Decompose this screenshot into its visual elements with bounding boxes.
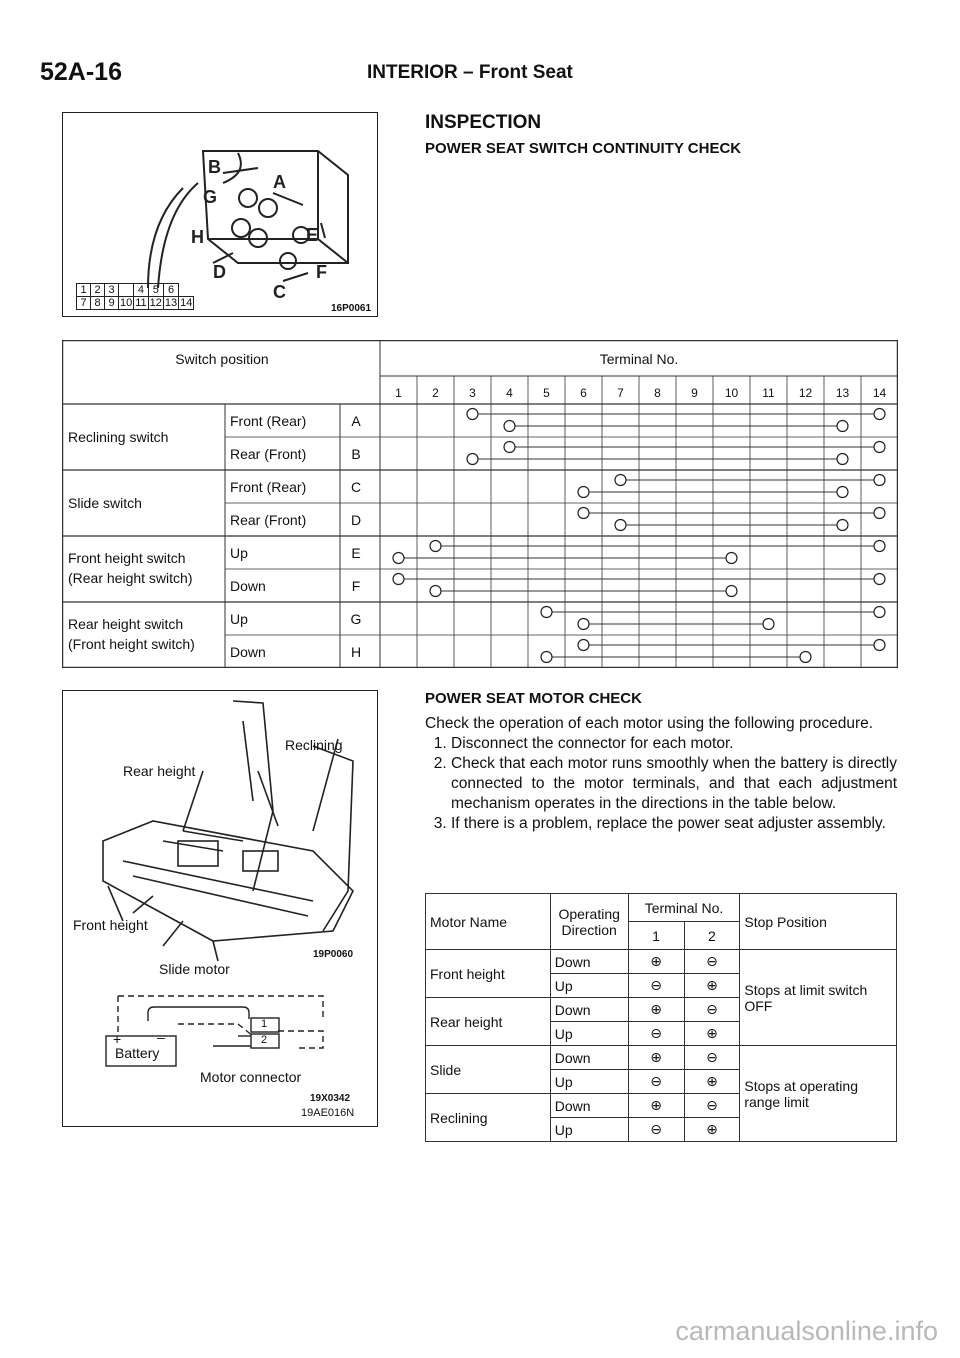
operating-direction: Down <box>550 1094 628 1118</box>
col-terminal-2: 2 <box>684 922 740 950</box>
pin-layout <box>76 283 194 310</box>
page-title: INTERIOR – Front Seat <box>367 62 573 83</box>
motor-name: Rear height <box>426 998 551 1046</box>
continuity-mark <box>430 586 441 597</box>
connector-pin-cell: 4 <box>134 284 148 297</box>
label-c: C <box>273 282 286 302</box>
connector-pin-cell <box>119 284 134 297</box>
connector-pin-2: 2 <box>261 1034 268 1046</box>
terminal-1-polarity: ⊖ <box>628 1022 684 1046</box>
continuity-mark <box>837 454 848 465</box>
terminal-2-polarity: ⊖ <box>684 998 740 1022</box>
terminal-header: 13 <box>835 386 850 400</box>
label-battery: Battery <box>115 1045 160 1061</box>
col-stop-position: Stop Position <box>740 894 897 950</box>
operating-direction: Down <box>550 1046 628 1070</box>
switch-continuity-table <box>62 340 898 668</box>
motor-name: Slide <box>426 1046 551 1094</box>
terminal-header: 11 <box>762 386 775 400</box>
connector-pin-cell: 11 <box>135 297 147 309</box>
table-row <box>426 950 897 974</box>
figure1-code: 16P0061 <box>331 303 372 314</box>
step-2: 2. Check that each motor runs smoothly when the battery is directly connected to the motor terminals, and that each adjustment mechanism operates in the directions in the table below. <box>451 754 897 814</box>
terminal-header: 3 <box>469 386 476 400</box>
switch-position: Down <box>230 578 266 594</box>
continuity-mark <box>615 520 626 531</box>
switch-letter: A <box>351 413 361 429</box>
continuity-mark <box>467 409 478 420</box>
terminal-1-polarity: ⊖ <box>628 974 684 998</box>
motor-name: Reclining <box>426 1094 551 1142</box>
continuity-mark <box>578 487 589 498</box>
motor-check-body <box>425 714 897 834</box>
operating-direction: Up <box>550 974 628 998</box>
stop-position: Stops at operating range limit <box>740 1046 897 1142</box>
label-rear-height: Rear height <box>123 763 196 779</box>
continuity-mark <box>615 475 626 486</box>
table-row <box>426 1046 897 1070</box>
continuity-mark <box>874 409 885 420</box>
col-terminal-1: 1 <box>628 922 684 950</box>
connector-pin-cell: 9 <box>105 297 119 310</box>
motor-check-intro: Check the operation of each motor using the following procedure. <box>425 715 874 732</box>
continuity-mark <box>541 652 552 663</box>
switch-position: Down <box>230 644 266 660</box>
col-motor-name: Motor Name <box>426 894 551 950</box>
continuity-mark <box>800 652 811 663</box>
switch-group-name: Reclining switch <box>68 429 169 445</box>
terminal-2-polarity: ⊖ <box>684 1094 740 1118</box>
terminal-header: 10 <box>724 386 739 400</box>
terminal-header: 14 <box>872 386 887 400</box>
switch-group-name: (Front height switch) <box>68 636 195 652</box>
connector-pin-cell: 14 <box>180 297 193 309</box>
switch-group-name: Rear height switch <box>68 616 184 632</box>
terminal-header: 12 <box>798 386 813 400</box>
label-motor-connector: Motor connector <box>200 1069 302 1085</box>
seat-figure <box>62 690 378 1127</box>
label-reclining: Reclining <box>285 737 343 753</box>
switch-position: Front (Rear) <box>230 413 307 429</box>
label-b: B <box>208 157 221 177</box>
terminal-2-polarity: ⊕ <box>684 1118 740 1142</box>
continuity-mark <box>837 487 848 498</box>
switch-letter: D <box>350 512 362 528</box>
motor-name: Front height <box>426 950 551 998</box>
continuity-mark <box>726 553 737 564</box>
continuity-mark <box>578 508 589 519</box>
terminal-2-polarity: ⊕ <box>684 1070 740 1094</box>
terminal-header: 6 <box>580 386 587 400</box>
terminal-header: 7 <box>617 386 624 400</box>
col-operating-direction: Operating Direction <box>550 894 628 950</box>
figure2-code: 19P0060 <box>313 949 354 960</box>
terminal-header: 1 <box>395 386 402 400</box>
motor-check-steps <box>425 734 897 834</box>
operating-direction: Up <box>550 1022 628 1046</box>
operating-direction: Up <box>550 1118 628 1142</box>
continuity-mark <box>837 421 848 432</box>
continuity-mark <box>467 454 478 465</box>
switch-position: Rear (Front) <box>230 512 307 528</box>
continuity-mark <box>726 586 737 597</box>
terminal-1-polarity: ⊕ <box>628 1094 684 1118</box>
terminal-2-polarity: ⊖ <box>684 950 740 974</box>
continuity-mark <box>874 541 885 552</box>
figure3-code2: 19AE016N <box>301 1107 355 1119</box>
terminal-header: 8 <box>654 386 661 400</box>
continuity-subheading: POWER SEAT SWITCH CONTINUITY CHECK <box>425 140 742 157</box>
connector-pin-cell: 1 <box>77 284 91 297</box>
continuity-mark <box>837 520 848 531</box>
switch-group-name: Front height switch <box>68 550 186 566</box>
page-code: 52A-16 <box>40 58 122 86</box>
terminal-1-polarity: ⊕ <box>628 1046 684 1070</box>
step-3: 3. If there is a problem, replace the power seat adjuster assembly. <box>451 814 897 834</box>
continuity-mark <box>874 640 885 651</box>
continuity-mark <box>393 553 404 564</box>
connector-pin-1: 1 <box>261 1018 268 1030</box>
terminal-1-polarity: ⊖ <box>628 1118 684 1142</box>
switch-position: Up <box>230 611 248 627</box>
col-terminal-no: Terminal No. <box>628 894 740 922</box>
continuity-mark <box>541 607 552 618</box>
figure3-code1: 19X0342 <box>310 1093 351 1104</box>
stop-position: Stops at limit switch OFF <box>740 950 897 1046</box>
switch-letter: F <box>351 578 361 594</box>
terminal-1-polarity: ⊖ <box>628 1070 684 1094</box>
continuity-grid <box>62 340 898 668</box>
continuity-mark <box>874 607 885 618</box>
switch-group-name: Slide switch <box>68 495 142 511</box>
label-a: A <box>273 172 286 192</box>
continuity-mark <box>874 475 885 486</box>
operating-direction: Down <box>550 950 628 974</box>
switch-position: Up <box>230 545 248 561</box>
terminal-header: 4 <box>506 386 513 400</box>
connector-pin-cell: 5 <box>148 284 163 297</box>
operating-direction: Up <box>550 1070 628 1094</box>
col-switch-position: Switch position <box>175 351 269 367</box>
switch-position: Front (Rear) <box>230 479 307 495</box>
connector-pin-cell: 13 <box>164 297 178 309</box>
seat-illustration <box>63 691 376 1125</box>
continuity-mark <box>504 421 515 432</box>
terminal-2-polarity: ⊕ <box>684 974 740 998</box>
continuity-mark <box>874 508 885 519</box>
switch-letter: C <box>350 479 362 495</box>
battery-plus: + <box>113 1031 122 1047</box>
motor-check-heading: POWER SEAT MOTOR CHECK <box>425 690 642 707</box>
label-h: H <box>191 227 204 247</box>
terminal-1-polarity: ⊕ <box>628 950 684 974</box>
label-d: D <box>213 262 226 282</box>
terminal-header: 9 <box>691 386 698 400</box>
switch-group-name: (Rear height switch) <box>68 570 193 586</box>
switch-letter: G <box>350 611 362 627</box>
label-front-height: Front height <box>73 917 148 933</box>
switch-position: Rear (Front) <box>230 446 307 462</box>
label-slide-motor: Slide motor <box>159 961 230 977</box>
switch-letter: B <box>351 446 361 462</box>
step-1: 1. Disconnect the connector for each motor. <box>451 734 897 754</box>
terminal-header: 5 <box>543 386 550 400</box>
connector-pin-cell: 6 <box>163 284 178 297</box>
terminal-2-polarity: ⊖ <box>684 1046 740 1070</box>
continuity-mark <box>763 619 774 630</box>
switch-figure <box>62 112 378 317</box>
switch-letter: H <box>350 644 362 660</box>
connector-pin-cell: 2 <box>91 284 105 297</box>
label-e: E <box>306 225 319 245</box>
continuity-mark <box>430 541 441 552</box>
inspection-heading: INSPECTION <box>425 112 542 133</box>
continuity-mark <box>393 574 404 585</box>
label-g: G <box>203 187 218 207</box>
continuity-mark <box>874 442 885 453</box>
continuity-mark <box>578 619 589 630</box>
battery-minus: – <box>157 1029 165 1045</box>
terminal-2-polarity: ⊕ <box>684 1022 740 1046</box>
connector-pin-cell: 12 <box>149 297 162 309</box>
col-terminal-no: Terminal No. <box>599 351 679 367</box>
terminal-header: 2 <box>432 386 439 400</box>
connector-pin-cell: 3 <box>105 284 119 297</box>
connector-pin-cell: 10 <box>120 297 133 309</box>
label-f: F <box>316 262 327 282</box>
watermark: carmanualsonline.info <box>675 1316 938 1346</box>
continuity-mark <box>874 574 885 585</box>
terminal-1-polarity: ⊕ <box>628 998 684 1022</box>
switch-letter: E <box>351 545 361 561</box>
operating-direction: Down <box>550 998 628 1022</box>
motor-check-table <box>425 893 897 1142</box>
connector-pin-cell: 8 <box>91 297 105 310</box>
continuity-mark <box>578 640 589 651</box>
continuity-mark <box>504 442 515 453</box>
connector-pin-cell: 7 <box>77 297 91 310</box>
